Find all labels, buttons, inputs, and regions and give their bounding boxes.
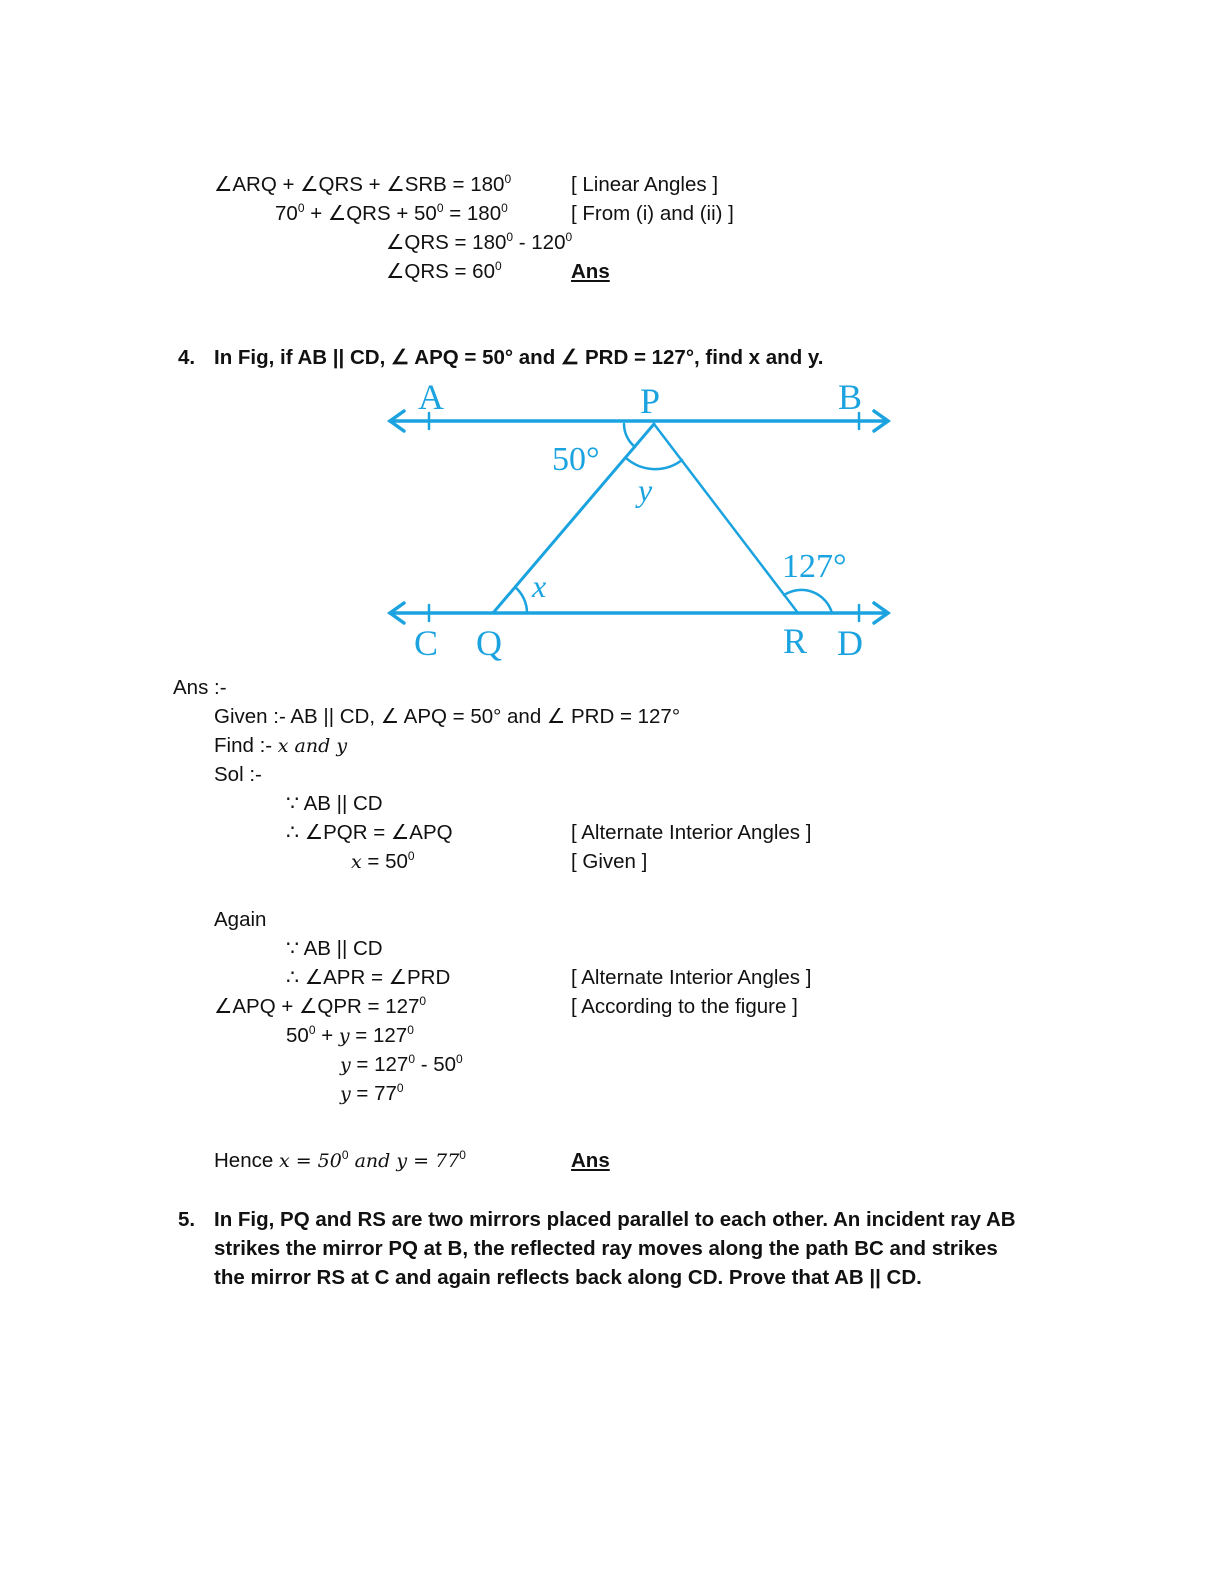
prev-eq-line-3: [386, 230, 572, 256]
sol-heading: Sol :-: [214, 763, 262, 786]
step5-eq: [340, 1052, 463, 1078]
label-q: Q: [476, 623, 502, 663]
eq-text: ∠QRS = 60: [386, 260, 495, 283]
eq-text: ∠APQ + ∠QPR = 127: [214, 995, 420, 1018]
question-5-number: 5.: [178, 1208, 196, 1231]
label-d: D: [837, 623, 863, 663]
arc-apq: [624, 424, 635, 447]
step2-therefore: ∴ ∠APR = ∠PRD: [286, 966, 451, 989]
degree-sup: 0: [501, 201, 508, 215]
eq-text: = 127: [349, 1024, 408, 1047]
degree-sup: 0: [407, 849, 415, 863]
degree-sup: 0: [494, 259, 502, 273]
step1-x-value: [351, 849, 415, 875]
angle-apq-label: 50°: [552, 441, 600, 478]
eq-text: = 77: [350, 1082, 397, 1105]
prev-reason-1: [ Linear Angles ]: [571, 173, 719, 196]
again-heading: Again: [214, 908, 267, 931]
degree-sup: 0: [297, 201, 305, 215]
angle-y-label: y: [638, 472, 653, 508]
prev-reason-2: [ From (i) and (ii) ]: [571, 202, 734, 225]
eq-text: = 127: [350, 1053, 409, 1076]
var-y: y: [340, 1054, 351, 1076]
geometry-figure: [380, 375, 900, 670]
arc-prd: [784, 590, 832, 613]
eq-text: ∠ARQ + ∠QRS + ∠SRB = 180: [214, 173, 505, 196]
step1-because: ∵ AB || CD: [286, 792, 383, 815]
find-value: x and y: [277, 735, 348, 757]
eq-text: 50: [286, 1024, 309, 1047]
angle-prd-label: 127°: [782, 548, 847, 585]
step4-eq: [286, 1023, 414, 1049]
degree-sup: 0: [341, 1148, 349, 1162]
step6-eq: [340, 1081, 404, 1107]
hence-line: [214, 1148, 466, 1174]
find-line: [214, 733, 347, 759]
eq-text: - 50: [415, 1053, 457, 1076]
eq-text: - 120: [513, 231, 566, 254]
degree-sup: 0: [308, 1023, 316, 1037]
label-p: P: [640, 381, 661, 421]
degree-sup: 0: [396, 1081, 404, 1095]
degree-sup: 0: [436, 201, 444, 215]
prev-eq-line-2: [275, 201, 508, 227]
step1-therefore: ∴ ∠PQR = ∠APQ: [286, 821, 453, 844]
label-a: A: [418, 377, 444, 417]
label-b: B: [838, 377, 863, 417]
angle-x-label: x: [532, 568, 547, 604]
parallel-lines-diagram: [380, 375, 900, 670]
answer-heading: Ans :-: [173, 676, 227, 699]
degree-sup: 0: [506, 230, 514, 244]
hence-label: Hence: [214, 1149, 279, 1172]
degree-sup: 0: [504, 172, 512, 186]
prev-eq-line-4: [386, 259, 502, 285]
answer-marker: Ans: [571, 1149, 610, 1172]
degree-sup: 0: [456, 1052, 463, 1066]
var-y: y: [338, 1025, 350, 1047]
step2-because: ∵ AB || CD: [286, 937, 383, 960]
step3-reason: [ According to the figure ]: [571, 995, 798, 1018]
hence-expr: x = 50: [278, 1150, 342, 1172]
find-label: Find :-: [214, 734, 278, 757]
hence-expr: and y = 77: [348, 1150, 460, 1172]
step2-reason: [ Alternate Interior Angles ]: [571, 966, 812, 989]
step1-x-reason: [ Given ]: [571, 850, 648, 873]
step1-reason: [ Alternate Interior Angles ]: [571, 821, 812, 844]
label-r: R: [783, 621, 808, 661]
eq-text: = 50: [361, 850, 408, 873]
eq-text: 70: [275, 202, 298, 225]
degree-sup: 0: [419, 994, 427, 1008]
question-4-text: In Fig, if AB || CD, ∠ APQ = 50° and ∠ PRD = 127°, find x and y.: [214, 346, 824, 369]
line-pr: [654, 424, 798, 613]
label-c: C: [414, 623, 439, 663]
question-4-number: 4.: [178, 346, 196, 369]
eq-text: + ∠QRS + 50: [304, 202, 437, 225]
degree-sup: 0: [407, 1023, 414, 1037]
degree-sup: 0: [459, 1148, 466, 1162]
degree-sup: 0: [565, 230, 573, 244]
eq-text: = 180: [443, 202, 502, 225]
question-5-line-3: the mirror RS at C and again reflects back along CD. Prove that AB || CD.: [214, 1266, 922, 1289]
var-y: y: [340, 1083, 351, 1105]
answer-marker: Ans: [571, 260, 610, 283]
var-x: x: [351, 851, 362, 873]
arc-qpr: [626, 458, 682, 469]
prev-eq-line-1: [214, 172, 511, 198]
given-line: Given :- AB || CD, ∠ APQ = 50° and ∠ PRD = 127°: [214, 705, 681, 728]
eq-text: +: [315, 1024, 339, 1047]
eq-text: ∠QRS = 180: [386, 231, 507, 254]
step3-eq: [214, 994, 426, 1020]
question-5-line-2: strikes the mirror PQ at B, the reflected ray moves along the path BC and strikes: [214, 1237, 998, 1260]
degree-sup: 0: [408, 1052, 415, 1066]
question-5-line-1: In Fig, PQ and RS are two mirrors placed parallel to each other. An incident ray AB: [214, 1208, 1016, 1231]
arc-pqr: [515, 587, 527, 613]
